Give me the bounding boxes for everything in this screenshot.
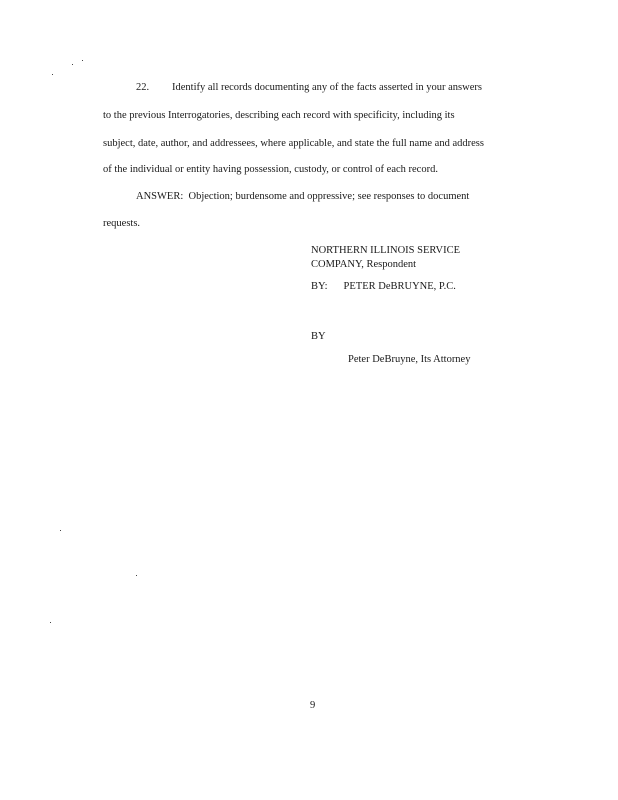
law-firm-name: PETER DeBRUYNE, P.C. <box>343 281 456 292</box>
answer-text: Objection; burdensome and oppressive; see responses to document <box>188 191 470 202</box>
answer-line-2: requests. <box>103 218 141 229</box>
interrogatory-line-4: of the individual or entity having possession, custody, or control of each record. <box>103 164 438 175</box>
company-name-line-2: COMPANY, Respondent <box>311 259 417 270</box>
attorney-name: Peter DeBruyne, Its Attorney <box>348 354 471 365</box>
scan-speck <box>50 622 51 623</box>
scan-speck <box>60 530 61 531</box>
scan-speck <box>82 60 83 61</box>
scan-speck <box>52 74 53 75</box>
page-number: 9 <box>310 700 316 711</box>
interrogatory-line-1: Identify all records documenting any of the facts asserted in your answers <box>172 82 482 93</box>
company-name-line-1: NORTHERN ILLINOIS SERVICE <box>311 245 461 256</box>
scan-speck <box>72 64 73 65</box>
signature-by-line <box>311 281 456 293</box>
answer-line-1 <box>136 191 469 203</box>
by-label: BY: <box>311 281 328 292</box>
interrogatory-number: 22. <box>136 82 150 93</box>
interrogatory-line-2: to the previous Interrogatories, describing each record with specificity, including its <box>103 110 455 121</box>
signature-by-label-2: BY <box>311 331 326 342</box>
interrogatory-line-3: subject, date, author, and addressees, where applicable, and state the full name and address <box>103 138 484 149</box>
scan-speck <box>136 575 137 576</box>
answer-label: ANSWER: <box>136 191 184 202</box>
